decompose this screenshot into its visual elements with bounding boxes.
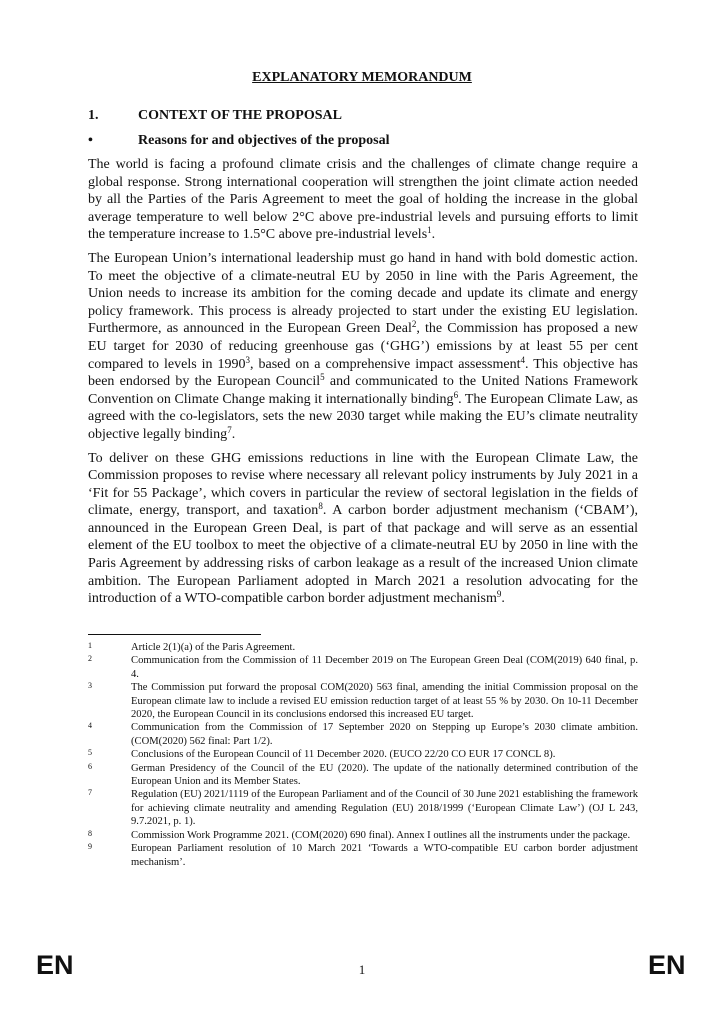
paragraph-text: To deliver on these GHG emissions reductions in line with the European Climate Law, the Commission proposes to revise where necessary all relevant policy instruments by July 2021 in a ‘Fit for 55 Package’, which covers in particular the review of sectoral legislation in the fields of climate, energy, transport, and taxation xyxy=(88,450,638,519)
footnote-reference: 6 xyxy=(453,389,459,400)
footnote-text: European Parliament resolution of 10 March 2021 ‘Towards a WTO-compatible EU carbon border adjustment mechanism’. xyxy=(131,843,638,868)
footnote-reference: 3 xyxy=(245,354,251,365)
footnote-reference: 1 xyxy=(427,225,432,236)
footnote-text: Conclusions of the European Council of 11 December 2020. (EUCO 22/20 CO EUR 17 CONCL 8). xyxy=(131,749,556,761)
footnote xyxy=(88,842,638,869)
footnote-number: 8 xyxy=(88,828,92,838)
footnote xyxy=(88,654,638,681)
section-heading xyxy=(88,108,342,124)
footnote xyxy=(88,681,638,721)
paragraph-text: . xyxy=(231,426,236,442)
footnote xyxy=(88,641,638,654)
paragraph-text: . A carbon border adjustment mechanism (‘CBAM’), announced in the European Green Deal, is part of that package and will serve as an essential element of the EU toolbox to meet the objective of a climate-neutral EU by 2050 in line with the Paris Agreement by addressing risks of carbon leakage as a result of the increased Union climate ambition. The European Parliament adopted in March 2021 a resolution advocating for the introduction of a WTO-compatible carbon border adjustment mechanism xyxy=(88,503,638,607)
paragraph-text: . xyxy=(501,591,505,607)
footnote-number: 3 xyxy=(88,681,92,691)
footnotes xyxy=(88,641,638,869)
footnote-text: Article 2(1)(a) of the Paris Agreement. xyxy=(131,642,296,653)
footnote-text: The Commission put forward the proposal COM(2020) 563 final, amending the initial Commission proposal on the European climate law to include a revised EU emission reduction target of at least 55 % by 2030. On 10-11 December 2020, the European Council in its conclusions endorsed this increased EU target. xyxy=(131,682,638,721)
paragraph-text: . The European Climate Law, as agreed with the co-legislators, sets the new 2030 target while making the EU’s climate neutrality objective legally binding xyxy=(88,391,638,442)
footnote xyxy=(88,788,638,828)
bullet-icon: • xyxy=(88,133,93,148)
paragraph-text: . This objective has been endorsed by the European Council xyxy=(88,356,638,390)
footer-language-left: EN xyxy=(36,950,74,980)
footnote-number: 6 xyxy=(88,761,92,771)
footnote-text: Regulation (EU) 2021/1119 of the European Parliament and of the Council of 30 June 2021 establishing the framework for achieving climate neutrality and amending Regulation (EU) 2018/1999 (‘European Climate Law’) (OJ L 243, 9.7.2021, p. 1). xyxy=(131,789,638,828)
footnote xyxy=(88,748,638,761)
footer-language-right: EN xyxy=(648,950,686,980)
footnote-text: German Presidency of the Council of the EU (2020). The update of the nationally determined contribution of the European Union and its Member States. xyxy=(131,762,638,788)
paragraph-text: and communicated to the United Nations Framework Convention on Climate Change making it internationally binding xyxy=(88,374,638,407)
paragraph-text: The European Union’s international leadership must go hand in hand with bold domestic action. To meet the objective of a climate-neutral EU by 2050 in line with the Paris Agreement, the Union needs to increase its ambition for the coming decade and update its climate and energy policy framework. This process is already projected to start under the existing EU legislation. Furthermore, as announced in the European Green Deal xyxy=(88,250,638,337)
footnote-text: Commission Work Programme 2021. (COM(2020) 690 final). Annex I outlines all the instruments under the package. xyxy=(131,829,631,841)
footnote-number: 4 xyxy=(88,721,92,731)
section-number: 1. xyxy=(88,108,99,123)
footnote-reference: 2 xyxy=(411,319,417,330)
body-paragraph xyxy=(88,156,638,244)
footnote-number: 5 xyxy=(88,748,92,758)
paragraph-text: The world is facing a profound climate crisis and the challenges of climate change require a global response. Strong international cooperation will strengthen the joint climate action needed by all the Parties of the Paris Agreement to meet the goal of holding the increase in the global average temperature to well below 2°C above pre-industrial levels and pursuing efforts to limit the temperature increase to 1.5°C above pre-industrial levels xyxy=(88,157,638,243)
footnote-number: 2 xyxy=(88,654,92,664)
page-number: 1 xyxy=(358,962,366,977)
footnote-separator xyxy=(88,634,261,635)
body-paragraph xyxy=(88,250,638,444)
document-title: EXPLANATORY MEMORANDUM xyxy=(252,70,472,85)
footnote-reference: 7 xyxy=(227,424,232,435)
paragraph-text: , the Commission has proposed a new EU target for 2030 of reducing greenhouse gas (‘GHG’) emissions by at least 55 per cent compared to levels in 1990 xyxy=(88,321,639,372)
body-paragraph xyxy=(88,450,638,608)
subsection-heading xyxy=(88,133,390,149)
footnote xyxy=(88,762,638,789)
subsection-title: Reasons for and objectives of the proposal xyxy=(138,133,390,148)
footnote-text: Communication from the Commission of 17 September 2020 on Stepping up Europe’s 2030 climate ambition. (COM(2020) 562 final: Part 1/2). xyxy=(131,722,638,747)
footnote-reference: 8 xyxy=(318,501,323,512)
paragraph-text: , based on a comprehensive impact assessment xyxy=(250,356,521,372)
footnote-reference: 9 xyxy=(496,589,502,600)
body-text xyxy=(88,156,638,614)
footnote xyxy=(88,829,638,842)
section-title: CONTEXT OF THE PROPOSAL xyxy=(138,108,342,123)
footnote xyxy=(88,721,638,748)
footnote-text: Communication from the Commission of 11 December 2019 on The European Green Deal (COM(2019) 640 final, p. 4. xyxy=(131,655,638,680)
footnote-number: 7 xyxy=(88,788,92,798)
footnote-reference: 5 xyxy=(320,372,325,383)
paragraph-text: . xyxy=(431,227,436,243)
footnote-number: 1 xyxy=(88,641,92,650)
footnote-number: 9 xyxy=(88,842,92,852)
footnote-reference: 4 xyxy=(520,354,525,365)
